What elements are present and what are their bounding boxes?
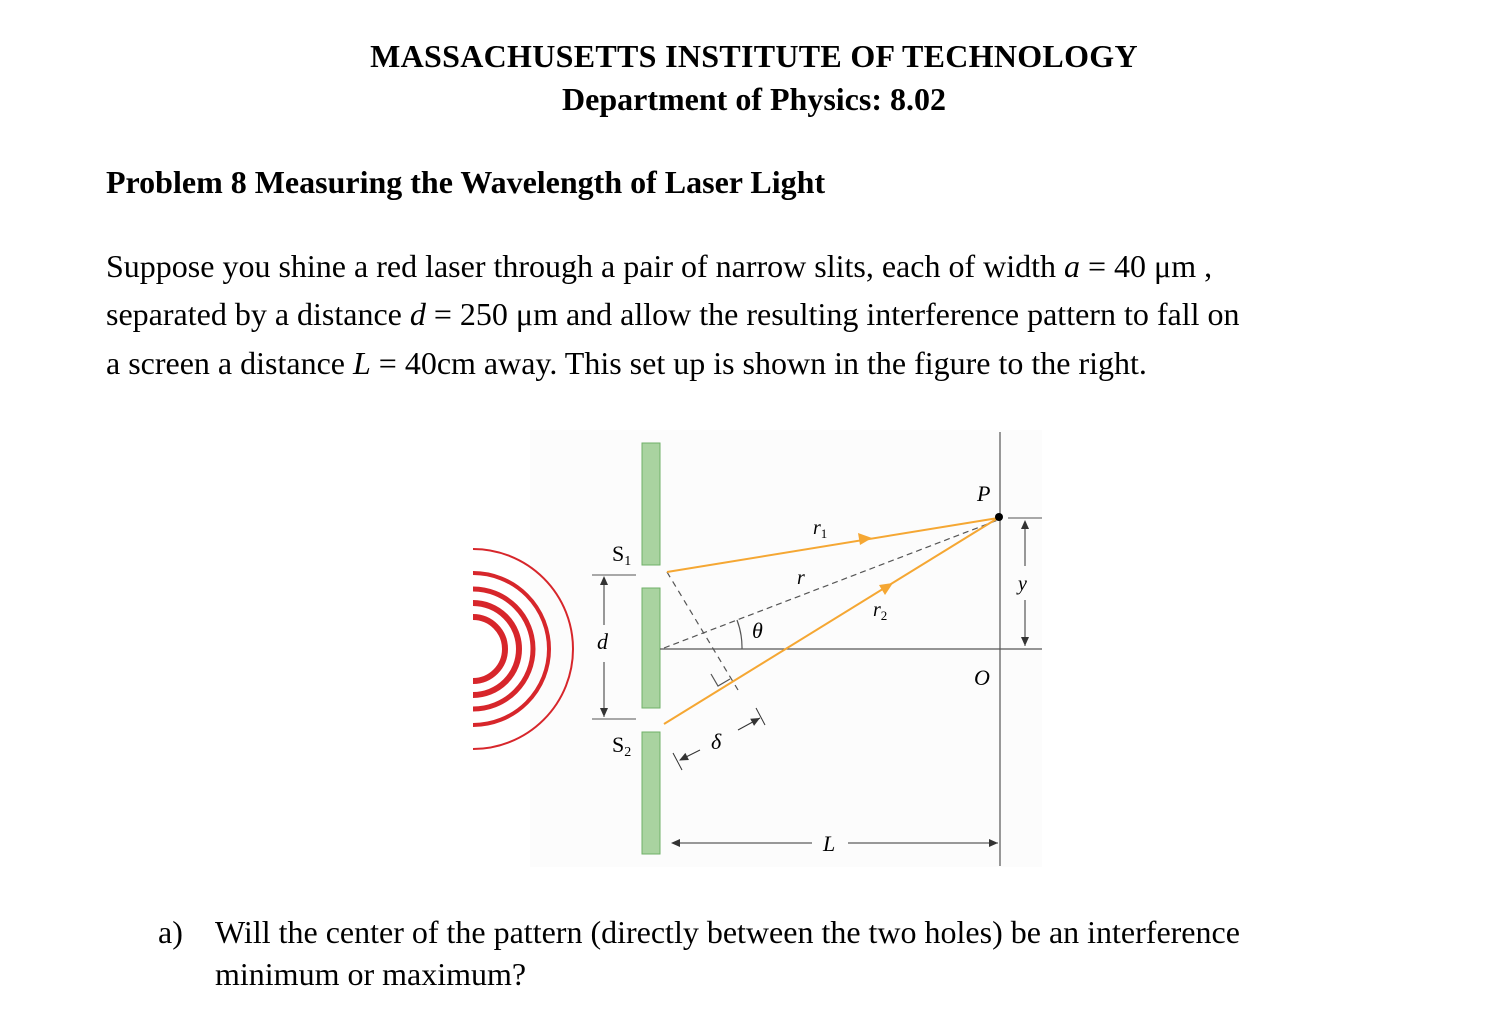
label-delta: δ xyxy=(711,729,722,754)
var-L: L xyxy=(352,345,371,381)
double-slit-diagram xyxy=(460,420,1080,870)
line2-text-b: and allow the resulting interference pattern to fall on xyxy=(557,296,1240,332)
problem-text-line-1 xyxy=(106,250,1212,282)
label-r1: $r_1$ xyxy=(813,517,828,541)
line2-text-a: separated by a distance xyxy=(106,296,410,332)
question-label: a) xyxy=(158,914,183,950)
point-P xyxy=(995,513,1003,521)
institution-title: MASSACHUSETTS INSTITUTE OF TECHNOLOGY xyxy=(370,38,1138,74)
line3-text-b: away. This set up is shown in the figure to the right. xyxy=(475,345,1147,381)
line1-text: Suppose you shine a red laser through a pair of narrow slits, each of width xyxy=(106,248,1064,284)
label-y: y xyxy=(1018,573,1027,595)
problem-text-line-3 xyxy=(106,347,1147,379)
label-S1: S1 xyxy=(612,541,632,569)
wavefront-5 xyxy=(473,617,505,681)
barrier-middle xyxy=(642,588,660,708)
label-L: L xyxy=(823,831,836,856)
label-r2: $r_2$ xyxy=(873,599,888,623)
question-line-2: minimum or maximum? xyxy=(215,956,527,992)
var-a: a xyxy=(1063,248,1080,284)
label-d: d xyxy=(597,629,608,654)
department-title: Department of Physics: 8.02 xyxy=(562,81,946,117)
var-d: d xyxy=(409,296,426,332)
line2-eq: = 250 μm xyxy=(425,296,558,332)
problem-title: Problem 8 Measuring the Wavelength of Laser Light xyxy=(106,164,826,200)
barrier-bottom xyxy=(642,732,660,854)
barrier-top xyxy=(642,443,660,565)
label-theta: θ xyxy=(752,618,763,643)
problem-text-line-2 xyxy=(106,298,1239,330)
line1-eq: = 40 μm , xyxy=(1079,248,1213,284)
label-P: P xyxy=(977,481,991,506)
label-O: O xyxy=(974,665,990,690)
label-r: r xyxy=(797,567,805,589)
line3-eq: = 40cm xyxy=(370,345,476,381)
slit-barrier xyxy=(642,443,660,854)
label-S2: S2 xyxy=(612,732,632,760)
question-line-1: Will the center of the pattern (directly between the two holes) be an interference xyxy=(215,914,1240,950)
line3-text-a: a screen a distance xyxy=(106,345,353,381)
